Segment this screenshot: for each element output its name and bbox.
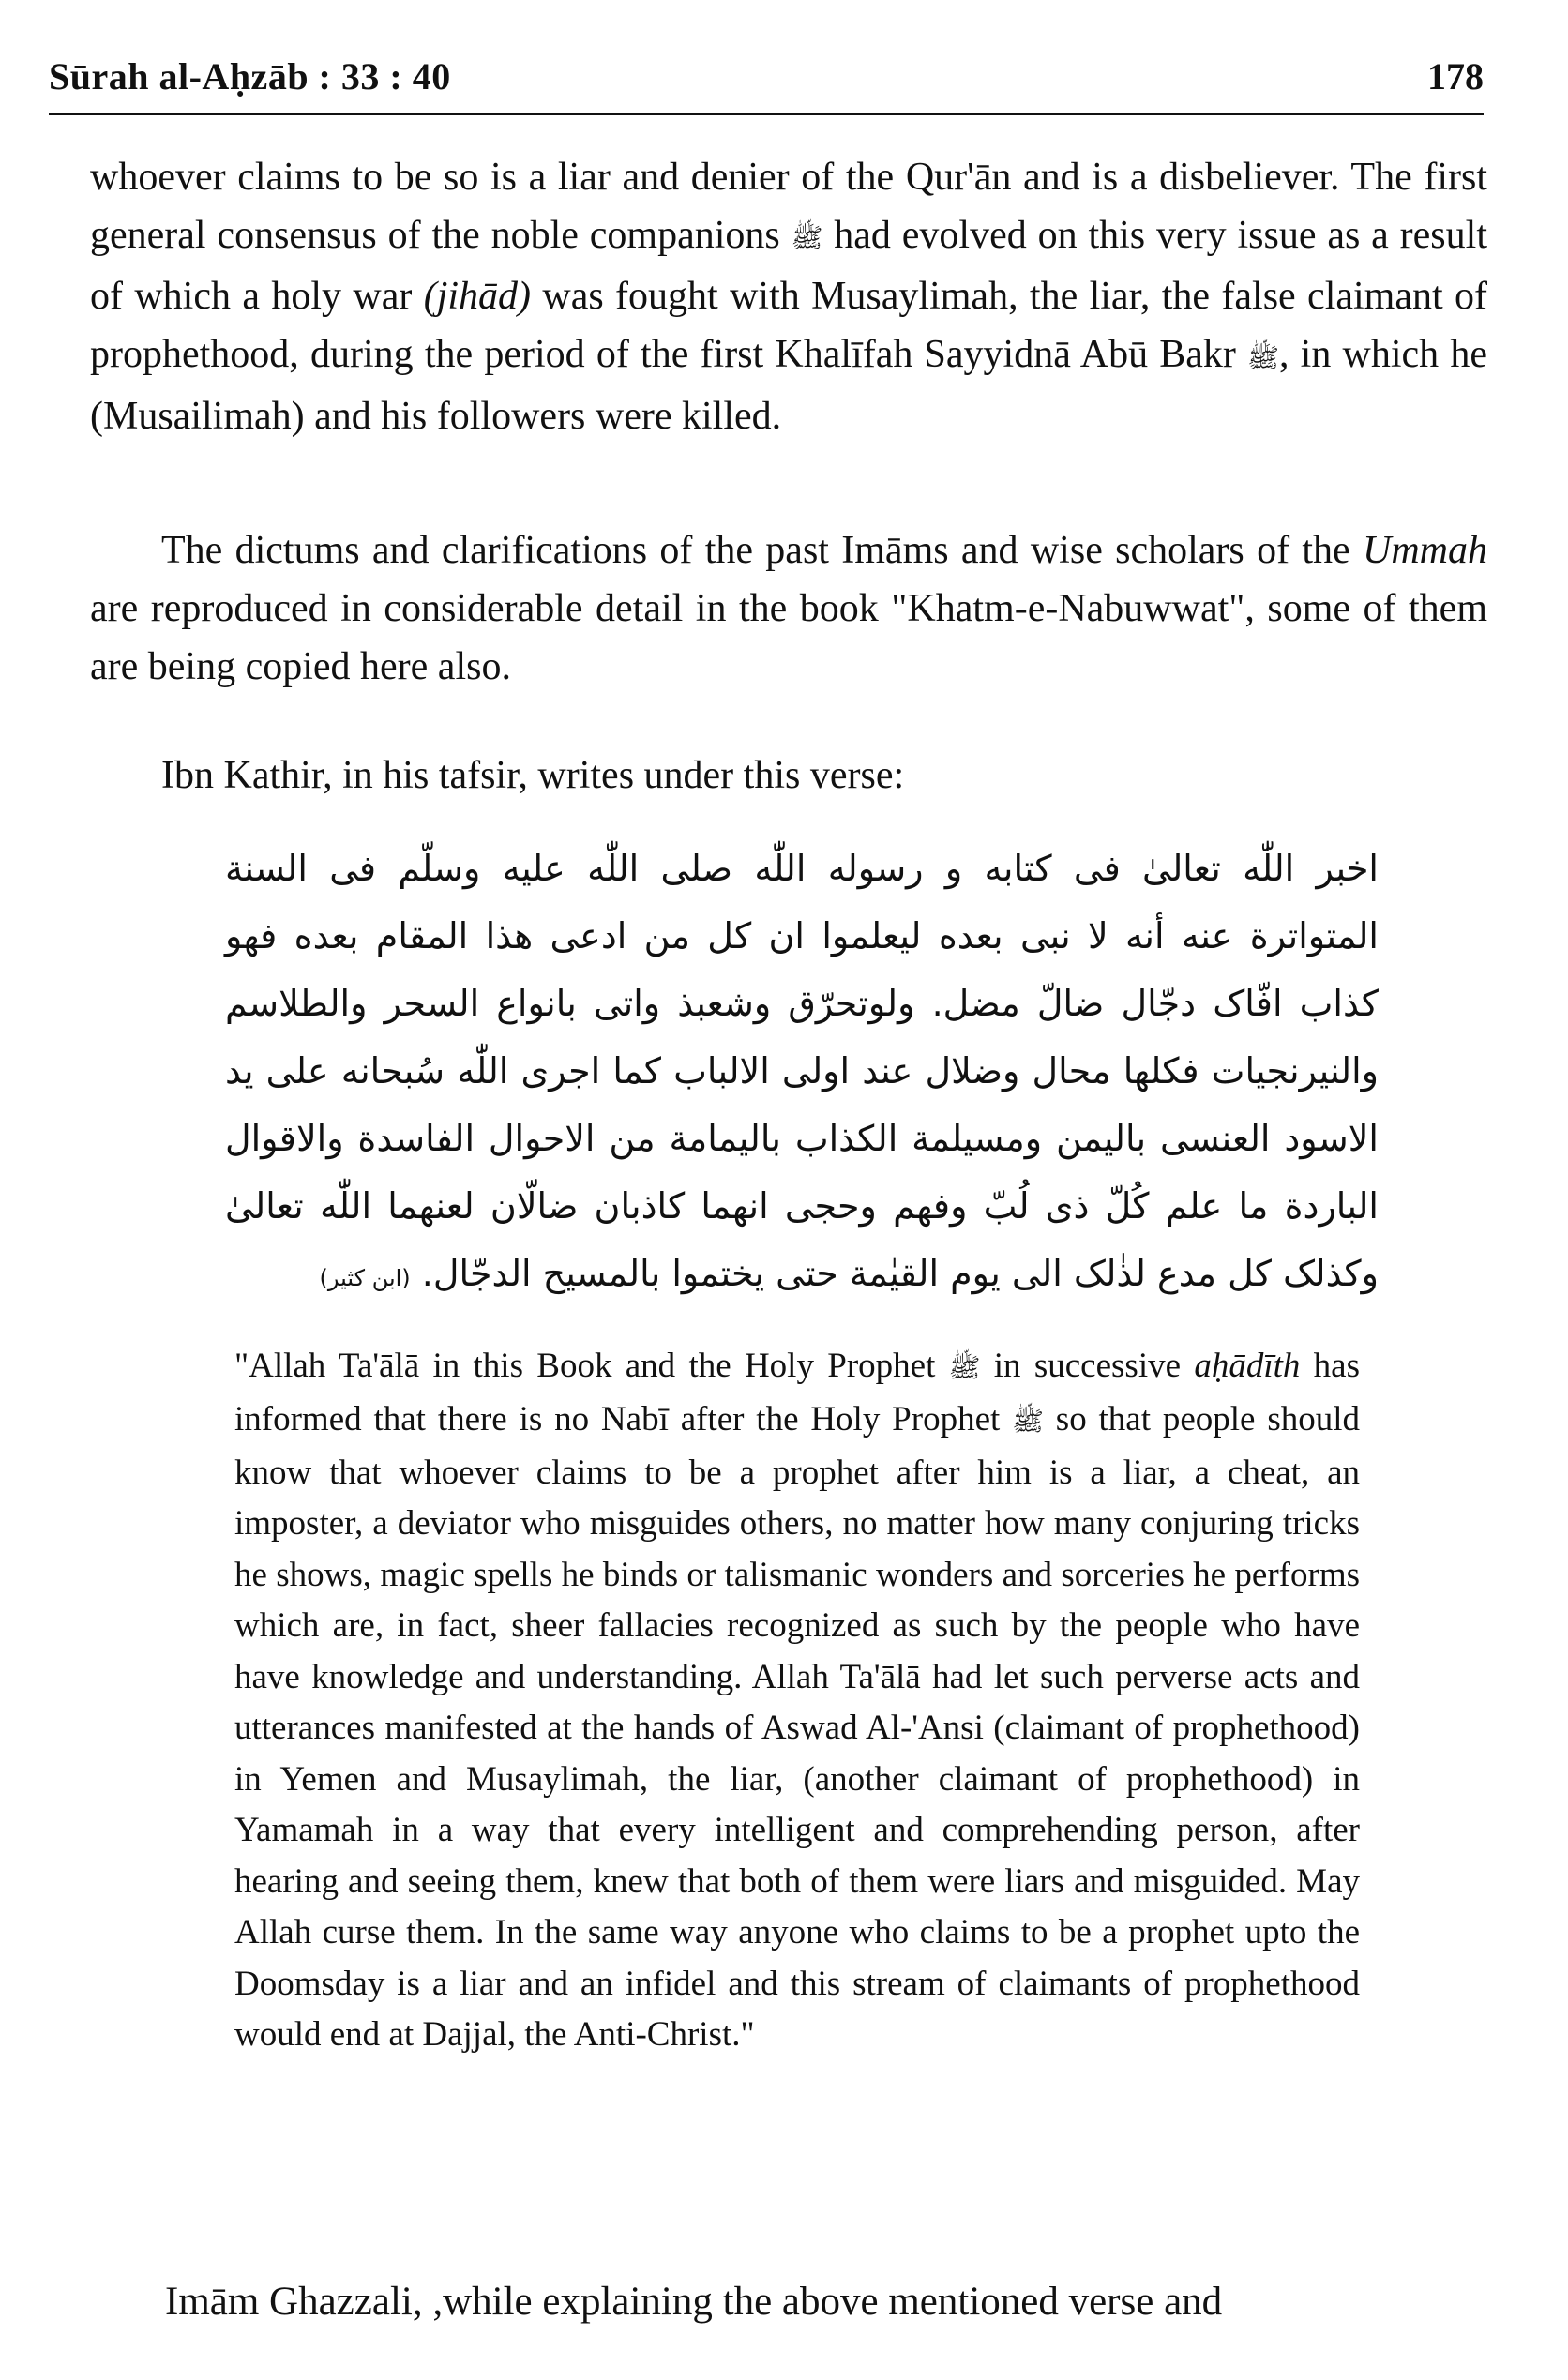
ummah-term: Ummah [1363, 529, 1487, 572]
jihad-term: (jihād) [423, 275, 532, 319]
paragraph-consensus [90, 148, 1487, 445]
page-header [49, 54, 1484, 111]
paragraph-ibn-kathir: Ibn Kathir, in his tafsir, writes under this verse: [161, 754, 905, 797]
salallahu-alaihi-wasallam-honorific-icon: ﷺ [948, 1352, 981, 1384]
text-run: was fought with Musaylimah, the liar, the false claimant of prophethood, during the period of the first Khalīfah Sayyidnā Abū Bakr [90, 275, 1487, 377]
running-head: Sūrah al-Aḥzāb : 33 : 40 [49, 55, 451, 98]
text-run: so that people should know that whoever claims to be a prophet after him is a liar, a cheat, an imposter, a deviator who misguides others, no matter how many conjuring tricks he shows, magic spells he binds or talismanic wonders and sorceries he performs which are, in fact, sheer fallacies recognized as such by the people who have have knowledge and understanding. Allah Ta'ālā had let such perverse acts and utterances manifested at the hands of Aswad Al-'Ansi (claimant of prophethood) in Yemen and Musaylimah, the liar, (another claimant of prophethood) in Yamamah in a way that every intelligent and comprehending person, after hearing and seeing them, knew that both of them were liars and misguided. May Allah curse them. In the same way anyone who claims to be a prophet upto the Doomsday is a liar and an infidel and this stream of claimants of prophethood would end at Dajjal, the Anti-Christ." [234, 1399, 1360, 2055]
paragraph-dictums [90, 521, 1487, 696]
text-run: "Allah Ta'ālā in this Book and the Holy Prophet [234, 1347, 949, 1385]
text-run: in successive [980, 1347, 1195, 1385]
arabic-text: اخبر اللّٰه تعالیٰ فی کتابه و رسوله اللّٰه صلی اللّٰه علیه وسلّم فی السنة المتواترة عنه أنه لا نبی بعده لیعلموا ان کل من ادعی هذا المقام بعده فهو کذاب افّاک دجّال ضالّ مضل. ولوتحرّق وشعبذ واتی بانواع السحر والطلاسم والنیرنجیات فکلها محال وضلال عند اولی الالباب کما اجری اللّٰه سُبحانه علی ید الاسود العنسی بالیمن ومسیلمة الکذاب بالیمامة من الاحوال الفاسدة والاقوال الباردة ما علم کُلّ ذی لُبّ وفهم وحجی انهما کاذبان ضالّان لعنهما اللّٰه تعالیٰ وکذلک کل مدع لذٰلک الی یوم القیٰمة حتی یختموا بالمسیح الدجّال. [225, 848, 1379, 1294]
text-run: The dictums and clarifications of the past Imāms and wise scholars of the [161, 529, 1363, 572]
page-number: 178 [1427, 55, 1484, 98]
salallahu-alaihi-wasallam-honorific-icon: ﷺ [1012, 1406, 1044, 1438]
ahadith-term: aḥādīth [1194, 1347, 1301, 1385]
radiallahu-anhum-honorific-icon: ﷺ [791, 222, 823, 254]
text-run: has informed that there is no Nabī after the Holy Prophet [234, 1347, 1360, 1439]
header-rule [49, 113, 1484, 115]
arabic-quotation [225, 835, 1379, 1312]
arabic-citation: (ابن کثیر) [319, 1265, 411, 1291]
radiallahu-anhu-honorific-icon: ﷺ [1247, 341, 1279, 373]
translation-quote [234, 1341, 1360, 2061]
text-run: are reproduced in considerable detail in the book "Khatm-e-Nabuwwat", some of them are being copied here also. [90, 587, 1487, 688]
text-run: whoever claims to be so is a liar and denier of the Qur'ān and is a disbeliever. The first general consensus of the noble companions [90, 156, 1487, 257]
text-run: had evolved on this very issue as a result of which a holy war [90, 214, 1487, 319]
text-run: , in which he (Musailimah) and his followers were killed. [90, 333, 1488, 438]
paragraph-ghazzali: Imām Ghazzali, ,while explaining the above mentioned verse and [165, 2280, 1223, 2324]
